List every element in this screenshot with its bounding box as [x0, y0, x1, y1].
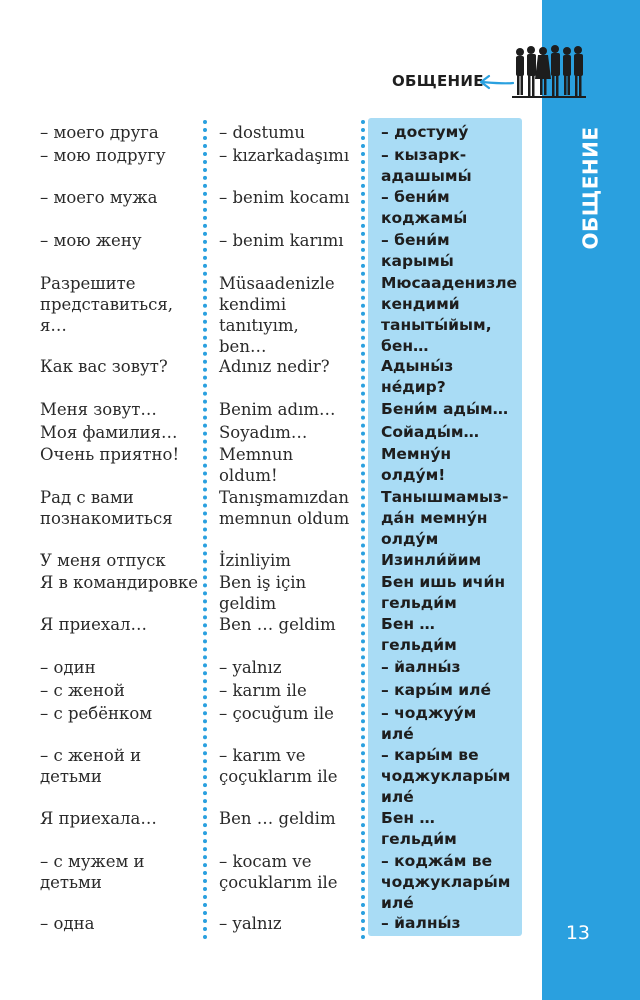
turkish-phrase: – karım ve çoçuklarım ile: [219, 746, 338, 786]
russian-phrase: Я в командировке: [40, 573, 199, 592]
transliteration: – йалны́з: [381, 658, 461, 676]
transliteration: – достуму́: [381, 123, 469, 141]
transliteration: Мемну́н олду́м!: [381, 445, 452, 484]
russian-phrase: У меня отпуск: [40, 551, 166, 570]
transliteration: – чоджуу́м иле́: [381, 704, 477, 743]
russian-phrase: Я приехала…: [40, 809, 157, 828]
russian-phrase: – моего друга: [40, 123, 159, 142]
turkish-phrase: İzinliyim: [219, 551, 291, 570]
page-number: 13: [565, 922, 590, 944]
russian-phrase: Как вас зовут?: [40, 357, 168, 376]
russian-phrase: Меня зовут…: [40, 400, 157, 419]
turkish-phrase: – çocuğum ile: [219, 704, 334, 723]
turkish-phrase: – yalnız: [219, 914, 282, 933]
running-title: ОБЩЕНИЕ: [392, 72, 484, 90]
turkish-phrase: – karım ile: [219, 681, 307, 700]
russian-phrase: – с ребёнком: [40, 704, 153, 723]
russian-phrase: – с женой: [40, 681, 125, 700]
turkish-phrase: – benim kocamı: [219, 188, 350, 207]
turkish-phrase: – dostumu: [219, 123, 305, 142]
side-tab: [542, 0, 640, 1000]
turkish-phrase: Ben iş için geldim: [219, 573, 307, 613]
transliteration: – бени́м карымы́: [381, 231, 454, 270]
turkish-phrase: Memnun oldum!: [219, 445, 294, 485]
turkish-phrase: – kızarkadaşımı: [219, 146, 350, 165]
russian-phrase: – с женой и детьми: [40, 746, 142, 786]
russian-phrase: Рад с вами познакомиться: [40, 488, 173, 528]
transliteration: – кары́м иле́: [381, 681, 492, 699]
transliteration: Танышмамыз- да́н мемну́н олду́м: [381, 488, 509, 548]
transliteration: Сойады́м…: [381, 423, 480, 441]
russian-phrase: – с мужем и детьми: [40, 852, 145, 892]
russian-phrase: – одна: [40, 914, 95, 933]
russian-phrase: – один: [40, 658, 96, 677]
russian-phrase: Разрешите представиться, я…: [40, 274, 173, 335]
transliteration: – йалны́з: [381, 914, 461, 932]
turkish-phrase: Benim adım…: [219, 400, 336, 419]
russian-phrase: Моя фамилия…: [40, 423, 178, 442]
russian-phrase: Очень приятно!: [40, 445, 180, 464]
russian-phrase: – моего мужа: [40, 188, 158, 207]
turkish-phrase: – kocam ve çocuklarım ile: [219, 852, 338, 892]
side-tab-label-wrap: [542, 128, 640, 248]
transliteration: Бен … гельди́м: [381, 809, 457, 848]
transliteration: Мюсааденизле кендими́ таныты́йым, бен…: [381, 274, 518, 355]
turkish-phrase: Soyadım…: [219, 423, 308, 442]
transliteration: – бени́м коджамы́: [381, 188, 468, 227]
transliteration: – кызарк- адашымы́: [381, 146, 472, 185]
turkish-phrase: – benim karımı: [219, 231, 344, 250]
transliteration: Изинли́йим: [381, 551, 482, 569]
russian-phrase: – мою жену: [40, 231, 142, 250]
side-tab-label: ОБЩЕНИЕ: [579, 126, 603, 250]
transliteration: Бени́м ады́м…: [381, 400, 509, 418]
turkish-phrase: – yalnız: [219, 658, 282, 677]
transliteration: – коджа́м ве чоджуклары́м иле́: [381, 852, 511, 912]
transliteration: – кары́м ве чоджуклары́м иле́: [381, 746, 511, 806]
turkish-phrase: Adınız nedir?: [219, 357, 330, 376]
turkish-phrase: Müsaadenizle kendimi tanıtıyım, ben…: [219, 274, 335, 356]
russian-phrase: Я приехал…: [40, 615, 148, 634]
russian-phrase: – мою подругу: [40, 146, 166, 165]
turkish-phrase: Ben … geldim: [219, 809, 336, 828]
turkish-phrase: Ben … geldim: [219, 615, 336, 634]
transliteration: Адыны́з не́дир?: [381, 357, 454, 396]
transliteration: Бен ишь ичи́н гельди́м: [381, 573, 506, 612]
turkish-phrase: Tanışmamızdan memnun oldum: [219, 488, 350, 528]
transliteration: Бен … гельди́м: [381, 615, 457, 654]
